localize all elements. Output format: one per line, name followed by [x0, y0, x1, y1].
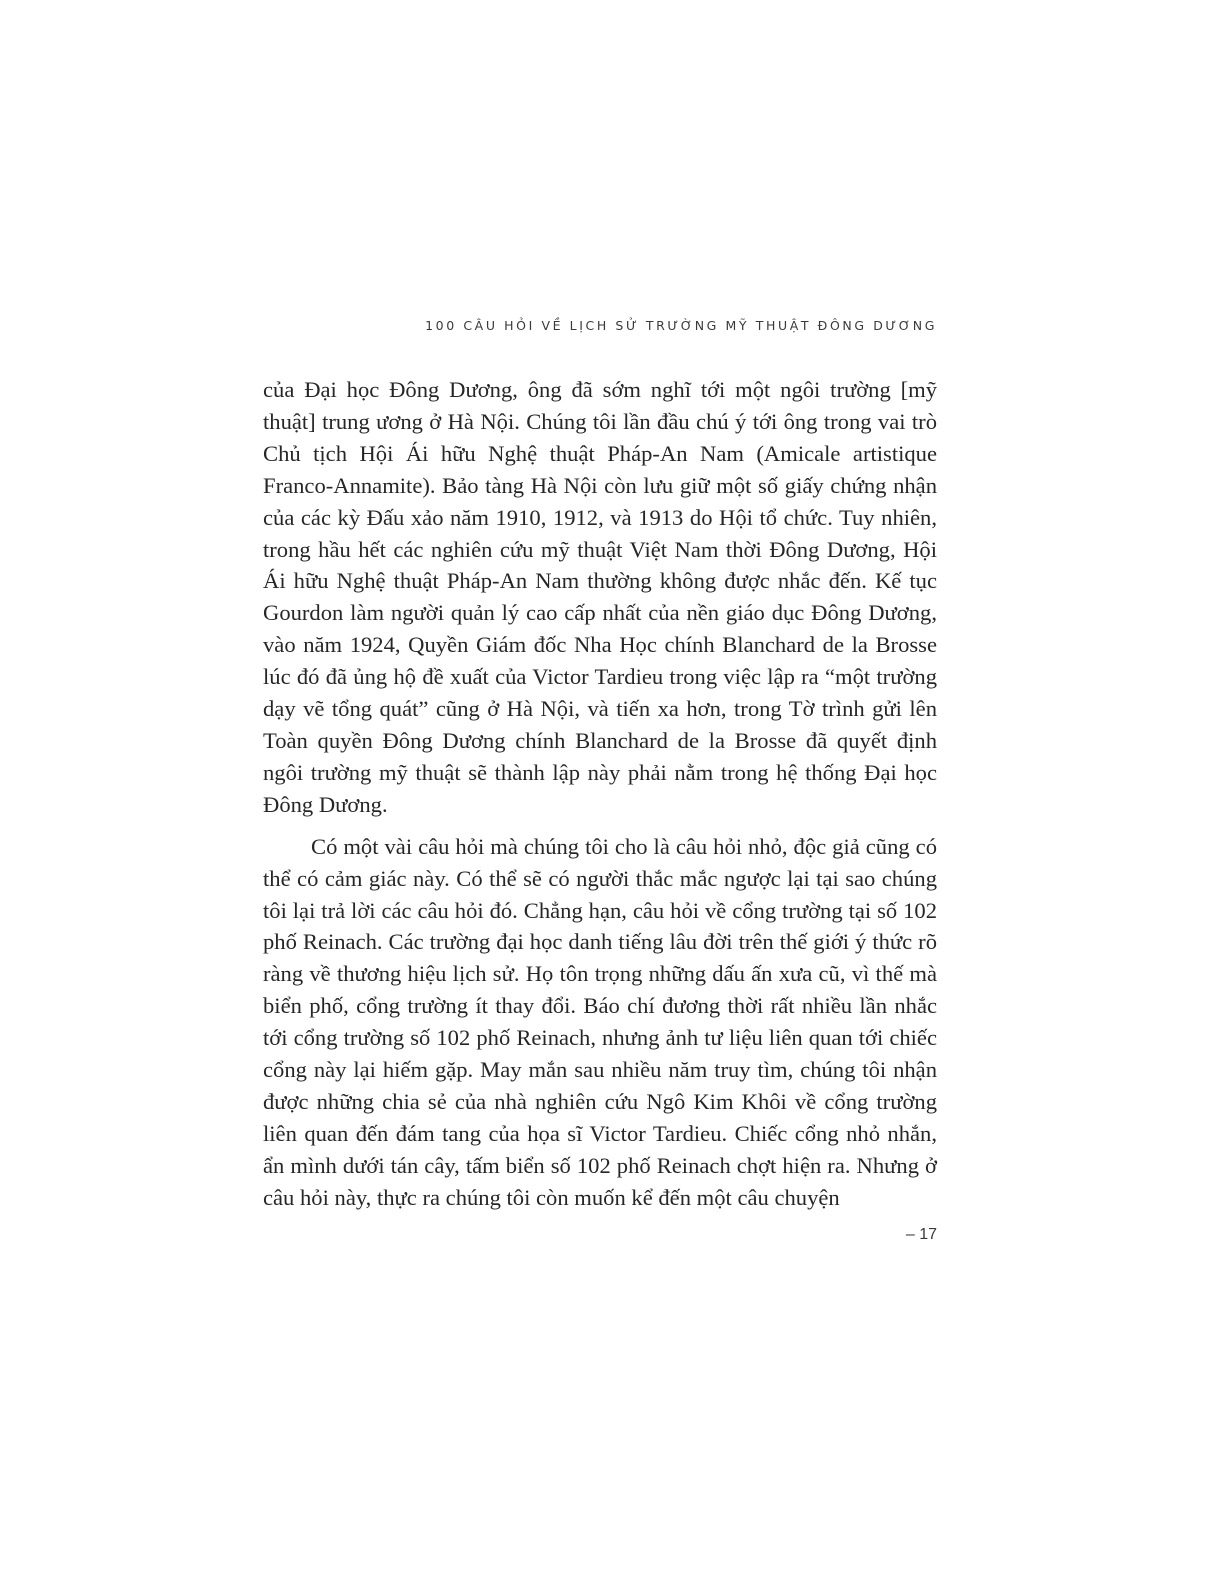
body-text: [263, 374, 937, 1214]
page-number: – 17: [905, 1226, 937, 1243]
running-header-title: 100 CÂU HỎI VỀ LỊCH SỬ TRƯỜNG MỸ THUẬT ĐÔNG DƯƠNG: [425, 318, 937, 333]
paragraph-1: của Đại học Đông Dương, ông đã sớm nghĩ tới một ngôi trường [mỹ thuật] trung ương ở Hà Nội. Chúng tôi lần đầu chú ý tới ông trong vai trò Chủ tịch Hội Ái hữu Nghệ thuật Pháp-An Nam (Amicale artistique Franco-Annamite). Bảo tàng Hà Nội còn lưu giữ một số giấy chứng nhận của các kỳ Đấu xảo năm 1910, 1912, và 1913 do Hội tổ chức. Tuy nhiên, trong hầu hết các nghiên cứu mỹ thuật Việt Nam thời Đông Dương, Hội Ái hữu Nghệ thuật Pháp-An Nam thường không được nhắc đến. Kế tục Gourdon làm người quản lý cao cấp nhất của nền giáo dục Đông Dương, vào năm 1924, Quyền Giám đốc Nha Học chính Blanchard de la Brosse lúc đó đã ủng hộ đề xuất của Victor Tardieu trong việc lập ra “một trường dạy vẽ tổng quát” cũng ở Hà Nội, và tiến xa hơn, trong Tờ trình gửi lên Toàn quyền Đông Dương chính Blanchard de la Brosse đã quyết định ngôi trường mỹ thuật sẽ thành lập này phải nằm trong hệ thống Đại học Đông Dương.: [263, 377, 937, 817]
paragraph-2: Có một vài câu hỏi mà chúng tôi cho là câu hỏi nhỏ, độc giả cũng có thể có cảm giác này. Có thể sẽ có người thắc mắc ngược lại tại sao chúng tôi lại trả lời các câu hỏi đó. Chẳng hạn, câu hỏi về cổng trường tại số 102 phố Reinach. Các trường đại học danh tiếng lâu đời trên thế giới ý thức rõ ràng về thương hiệu lịch sử. Họ tôn trọng những dấu ấn xưa cũ, vì thế mà biển phố, cổng trường ít thay đổi. Báo chí đương thời rất nhiều lần nhắc tới cổng trường số 102 phố Reinach, nhưng ảnh tư liệu liên quan tới chiếc cổng này lại hiếm gặp. May mắn sau nhiều năm truy tìm, chúng tôi nhận được những chia sẻ của nhà nghiên cứu Ngô Kim Khôi về cổng trường liên quan đến đám tang của họa sĩ Victor Tardieu. Chiếc cổng nhỏ nhắn, ẩn mình dưới tán cây, tấm biển số 102 phố Reinach chợt hiện ra. Nhưng ở câu hỏi này, thực ra chúng tôi còn muốn kể đến một câu chuyện: [263, 833, 937, 1210]
